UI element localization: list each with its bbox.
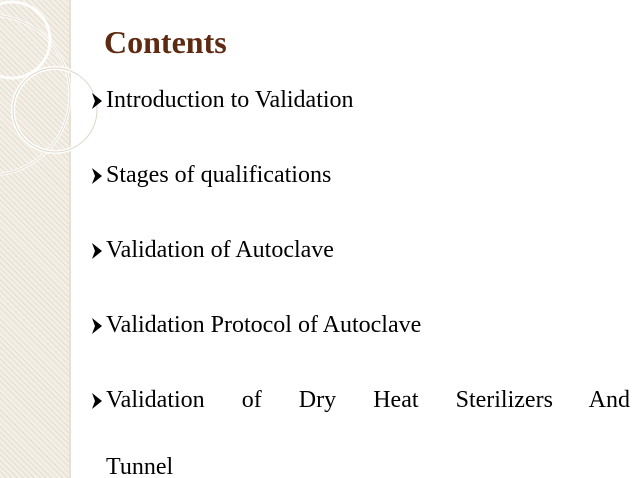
arrowhead-bullet-icon — [90, 235, 104, 265]
arrowhead-bullet-icon — [90, 385, 104, 415]
arrowhead-bullet-icon — [90, 310, 104, 340]
list-item — [90, 235, 630, 265]
list-item-continuation: Tunnel — [106, 454, 174, 478]
bullet-list — [90, 85, 630, 460]
list-item-text: Validation of Autoclave — [106, 237, 334, 263]
side-band — [0, 0, 70, 478]
side-divider — [69, 0, 71, 478]
list-item-text: Stages of qualifications — [106, 162, 332, 188]
list-item-text: Validation of Dry Heat Sterilizers And — [106, 387, 630, 413]
list-item — [90, 85, 630, 115]
list-item-text: Introduction to Validation — [106, 87, 354, 113]
slide-title: Contents — [104, 24, 227, 60]
arrowhead-bullet-icon — [90, 160, 104, 190]
list-item — [90, 160, 630, 190]
arrowhead-bullet-icon — [90, 85, 104, 115]
list-item — [90, 310, 630, 340]
list-item — [90, 385, 630, 415]
list-item-text: Validation Protocol of Autoclave — [106, 312, 422, 338]
